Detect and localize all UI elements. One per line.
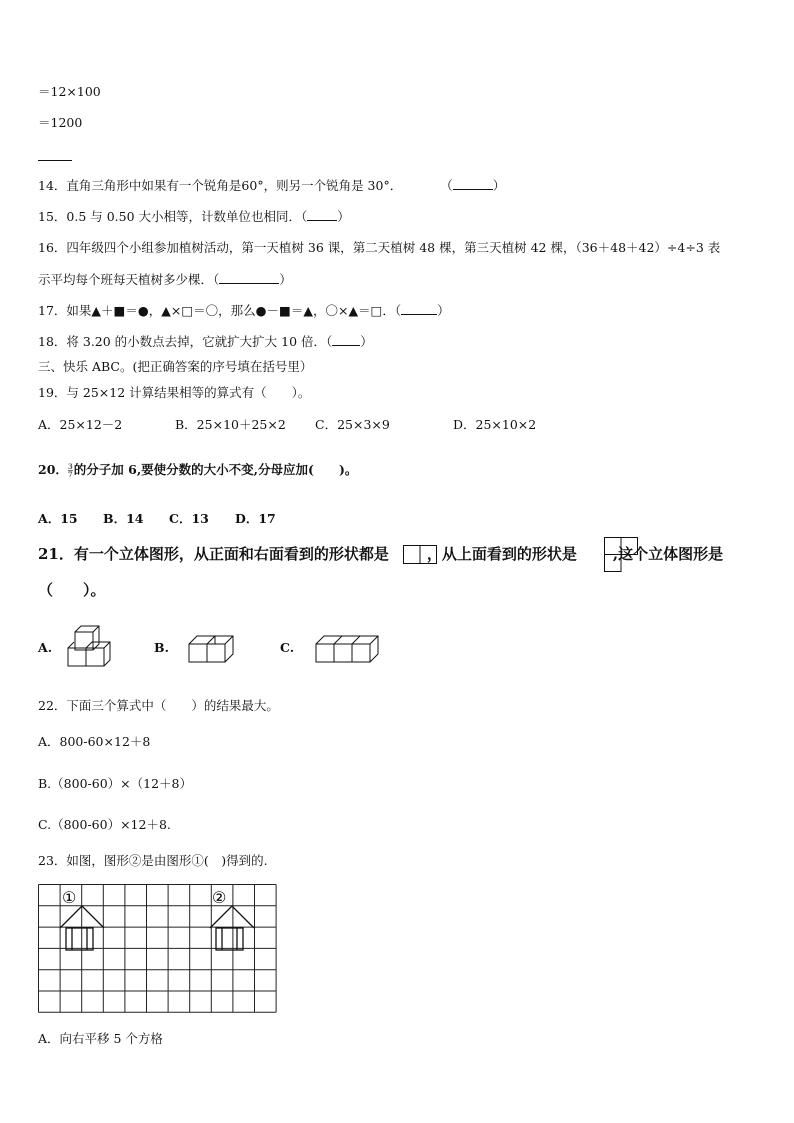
- answer-blank[interactable]: [219, 271, 279, 284]
- question-text: 下面三个算式中（ ）的结果最大。: [66, 698, 279, 713]
- option-d[interactable]: D．17: [235, 511, 276, 526]
- question-16-cont: 示平均每个班每天植树多少棵．（ ）: [38, 272, 292, 287]
- question-number: 21．: [38, 545, 74, 563]
- question-text: 直角三角形中如果有一个锐角是60°，则另一个锐角是 30°．: [66, 178, 403, 193]
- question-21-cont: （ ）。: [38, 581, 106, 599]
- question-number: 14．: [38, 178, 67, 193]
- question-text: 0.5 与 0.50 大小相等，计数单位也相同．（: [66, 209, 308, 224]
- answer-blank[interactable]: [332, 333, 360, 346]
- answer-blank[interactable]: [307, 208, 337, 221]
- question-17: 17．如果▲＋■＝●，▲×□＝〇，那么●－■＝▲，〇×▲＝□．（ ）: [38, 303, 450, 318]
- shape-1-label: ①: [62, 888, 77, 907]
- question-15: 15．0.5 与 0.50 大小相等，计数单位也相同．（ ）: [38, 209, 350, 224]
- question-text-c: ,这个立体图形是: [612, 545, 724, 563]
- answer-blank[interactable]: [401, 302, 437, 315]
- option-b[interactable]: B．14: [103, 511, 144, 526]
- question-20: [38, 462, 357, 478]
- option-b[interactable]: B.（800-60）×（12＋8）: [38, 776, 192, 791]
- top-view-shape: [604, 537, 638, 573]
- shape-1-body: [66, 928, 93, 950]
- question-text-line1: 四年级四个小组参加植树活动，第一天植树 36 课，第二天植树 48 棵，第三天植树 42 棵，（36＋48＋42）÷4÷3 表: [66, 240, 721, 255]
- option-c[interactable]: C．25×3×9: [315, 417, 390, 432]
- option-b-cubes: [187, 634, 243, 666]
- translation-grid: [38, 884, 278, 1014]
- question-text: 将 3.20 的小数点去掉，它就扩大扩大 10 倍．（: [66, 334, 333, 349]
- shape-2-body: [216, 928, 243, 950]
- question-23: [38, 853, 268, 869]
- option-b[interactable]: B．25×10＋25×2: [175, 417, 286, 432]
- question-text: 与 25×12 计算结果相等的算式有（ ）。: [66, 385, 311, 400]
- answer-blank[interactable]: [453, 177, 493, 190]
- option-c[interactable]: C．13: [169, 511, 209, 526]
- option-c-cubes: [314, 634, 386, 666]
- option-a[interactable]: A．25×12－2: [38, 417, 123, 432]
- question-text: 如图，图形②是由图形①( )得到的.: [66, 853, 268, 868]
- calc-line-2: ＝1200: [38, 115, 83, 130]
- option-a[interactable]: A．15: [38, 511, 78, 526]
- question-number: 18．: [38, 334, 67, 349]
- option-a[interactable]: A．向右平移 5 个方格: [38, 1031, 163, 1046]
- calc-line-1: ＝12×100: [38, 84, 101, 99]
- option-b[interactable]: B.: [154, 640, 169, 655]
- question-text: 如果▲＋■＝●，▲×□＝〇，那么●－■＝▲，〇×▲＝□．（: [66, 303, 402, 318]
- question-19: [38, 385, 310, 401]
- front-view-shape: [403, 545, 437, 565]
- option-a[interactable]: A.: [38, 640, 53, 655]
- option-c[interactable]: C.: [280, 640, 295, 655]
- question-text: 的分子加 6,要使分数的大小不变,分母应加( )。: [73, 462, 358, 477]
- question-22: [38, 698, 279, 714]
- option-c[interactable]: C.（800-60）×12＋8.: [38, 817, 171, 832]
- shape-2-label: ②: [212, 888, 227, 907]
- question-number: 19．: [38, 385, 67, 400]
- separator-line: [38, 160, 72, 161]
- question-number: 15．: [38, 209, 67, 224]
- question-14: 14．直角三角形中如果有一个锐角是60°，则另一个锐角是 30°． （ ）: [38, 178, 506, 193]
- question-number: 16．: [38, 240, 67, 255]
- option-a-cubes: [66, 624, 120, 668]
- question-text-b: ，从上面看到的形状是: [426, 545, 577, 563]
- question-16: [38, 240, 720, 256]
- question-text-line2: 示平均每个班每天植树多少棵．（: [38, 272, 220, 287]
- question-number: 20．: [38, 462, 68, 477]
- shape-2-roof: [210, 906, 254, 928]
- option-a[interactable]: A．800-60×12＋8: [38, 734, 151, 749]
- section-title: 三、快乐 ABC。(把正确答案的序号填在括号里）: [38, 359, 313, 374]
- question-number: 17．: [38, 303, 67, 318]
- question-number: 23．: [38, 853, 67, 868]
- fraction: $\frac{3}{7}$: [67, 462, 73, 479]
- question-18: 18．将 3.20 的小数点去掉，它就扩大扩大 10 倍．（ ）: [38, 334, 373, 349]
- option-d[interactable]: D．25×10×2: [453, 417, 537, 432]
- question-text-a: 有一个立体图形，从正面和右面看到的形状都是: [73, 545, 389, 563]
- question-number: 22．: [38, 698, 67, 713]
